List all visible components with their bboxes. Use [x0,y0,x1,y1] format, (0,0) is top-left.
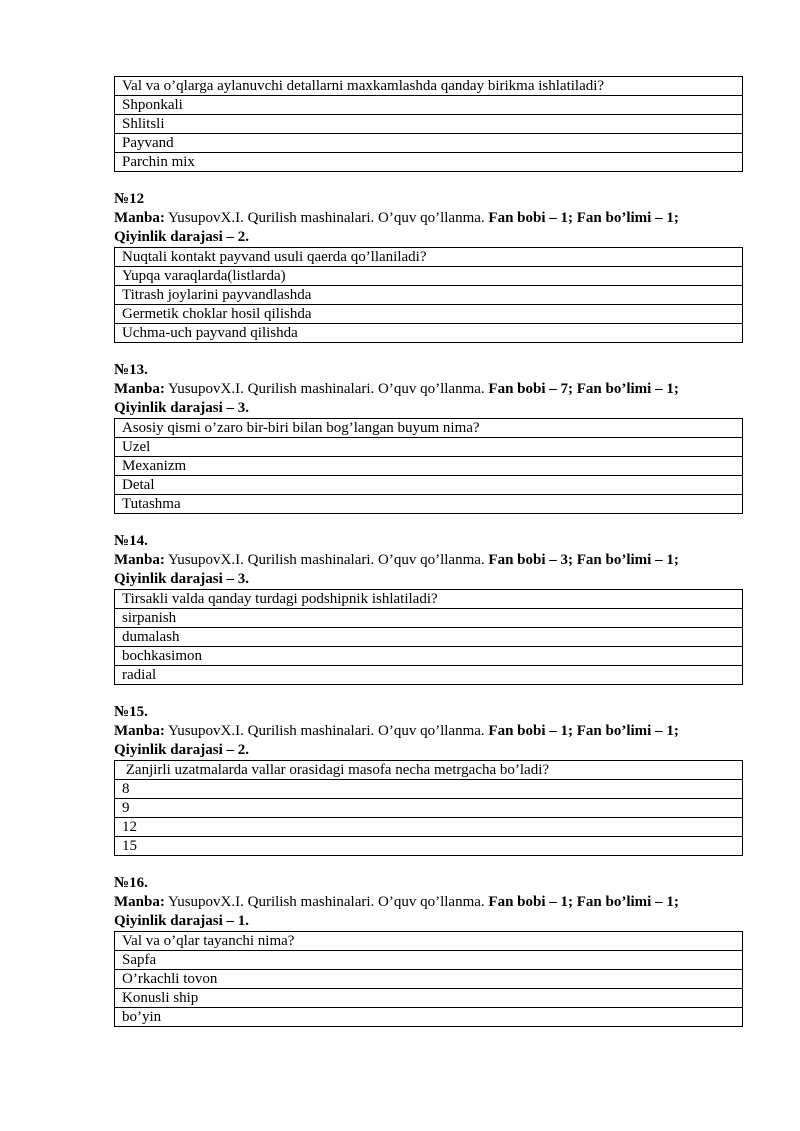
difficulty-level: Qiyinlik darajasi – 2. [114,229,250,245]
question-number: №16. [114,875,148,891]
answer-row [115,495,743,514]
question-table [114,589,743,685]
difficulty-level: Qiyinlik darajasi – 2. [114,742,250,758]
source-label: Manba: [114,381,165,397]
source-label: Manba: [114,723,165,739]
answer-option: Mexanizm [115,457,743,476]
answer-row [115,666,743,685]
answer-option: Shponkali [115,96,743,115]
answer-option: Titrash joylarini payvandlashda [115,286,743,305]
question-number: №12 [114,191,145,207]
source-line [114,722,743,741]
source-text: YusupovX.I. Qurilish mashinalari. O’quv qo’llanma. [164,552,489,568]
answer-option: Parchin mix [115,153,743,172]
question-text: Zanjirli uzatmalarda vallar orasidagi masofa necha metrgacha bo’ladi? [115,761,743,780]
question-row [115,77,743,96]
difficulty-level: Qiyinlik darajasi – 3. [114,571,250,587]
question-row [115,932,743,951]
answer-row [115,609,743,628]
question-number: №13. [114,362,148,378]
answer-row [115,1008,743,1027]
question-block [114,703,743,856]
answer-row [115,970,743,989]
answer-row [115,951,743,970]
answer-row [115,305,743,324]
question-text: Val va o’qlar tayanchi nima? [115,932,743,951]
answer-row [115,647,743,666]
difficulty-level: Qiyinlik darajasi – 3. [114,400,250,416]
question-text: Val va o’qlarga aylanuvchi detallarni maxkamlashda qanday birikma ishlatiladi? [115,77,743,96]
answer-option: Germetik choklar hosil qilishda [115,305,743,324]
question-row [115,419,743,438]
question-row [115,248,743,267]
answer-row [115,476,743,495]
source-label: Manba: [114,894,165,910]
answer-row [115,457,743,476]
answer-row [115,438,743,457]
question-block [114,532,743,685]
answer-row [115,267,743,286]
answer-row [115,837,743,856]
source-text: YusupovX.I. Qurilish mashinalari. O’quv qo’llanma. [164,210,489,226]
answer-option: Shlitsli [115,115,743,134]
chapter-info: Fan bobi – 1; Fan bo’limi – 1; [488,210,679,226]
answer-option: bo’yin [115,1008,743,1027]
question-table [114,760,743,856]
question-number: №15. [114,704,148,720]
source-label: Manba: [114,210,165,226]
question-block [114,874,743,1027]
answer-row [115,780,743,799]
answer-option: O’rkachli tovon [115,970,743,989]
question-row [115,590,743,609]
answer-row [115,799,743,818]
question-block [114,361,743,514]
question-block [114,76,743,172]
source-line [114,551,743,570]
answer-option: Sapfa [115,951,743,970]
chapter-info: Fan bobi – 3; Fan bo’limi – 1; [488,552,679,568]
difficulty-level: Qiyinlik darajasi – 1. [114,913,250,929]
answer-option: Konusli ship [115,989,743,1008]
question-table [114,247,743,343]
answer-row [115,153,743,172]
question-text: Asosiy qismi o’zaro bir-biri bilan bog’langan buyum nima? [115,419,743,438]
answer-option: 8 [115,780,743,799]
source-text: YusupovX.I. Qurilish mashinalari. O’quv qo’llanma. [164,723,489,739]
answer-option: sirpanish [115,609,743,628]
question-table [114,931,743,1027]
answer-row [115,134,743,153]
answer-option: 15 [115,837,743,856]
answer-option: Detal [115,476,743,495]
source-line [114,209,743,228]
question-table [114,76,743,172]
question-table [114,418,743,514]
source-line [114,380,743,399]
answer-row [115,96,743,115]
answer-option: Yupqa varaqlarda(listlarda) [115,267,743,286]
document-page [114,76,743,1027]
answer-row [115,115,743,134]
answer-option: radial [115,666,743,685]
answer-row [115,628,743,647]
question-block [114,190,743,343]
source-text: YusupovX.I. Qurilish mashinalari. O’quv qo’llanma. [164,894,489,910]
question-number: №14. [114,533,148,549]
question-row [115,761,743,780]
answer-option: Uzel [115,438,743,457]
chapter-info: Fan bobi – 1; Fan bo’limi – 1; [488,894,679,910]
answer-option: Uchma-uch payvand qilishda [115,324,743,343]
answer-row [115,818,743,837]
chapter-info: Fan bobi – 1; Fan bo’limi – 1; [488,723,679,739]
chapter-info: Fan bobi – 7; Fan bo’limi – 1; [488,381,679,397]
question-text: Tirsakli valda qanday turdagi podshipnik ishlatiladi? [115,590,743,609]
answer-row [115,286,743,305]
answer-option: bochkasimon [115,647,743,666]
answer-option: 12 [115,818,743,837]
answer-row [115,324,743,343]
source-label: Manba: [114,552,165,568]
answer-option: Payvand [115,134,743,153]
answer-option: Tutashma [115,495,743,514]
source-text: YusupovX.I. Qurilish mashinalari. O’quv qo’llanma. [164,381,489,397]
answer-row [115,989,743,1008]
answer-option: 9 [115,799,743,818]
question-text: Nuqtali kontakt payvand usuli qaerda qo’llaniladi? [115,248,743,267]
source-line [114,893,743,912]
answer-option: dumalash [115,628,743,647]
